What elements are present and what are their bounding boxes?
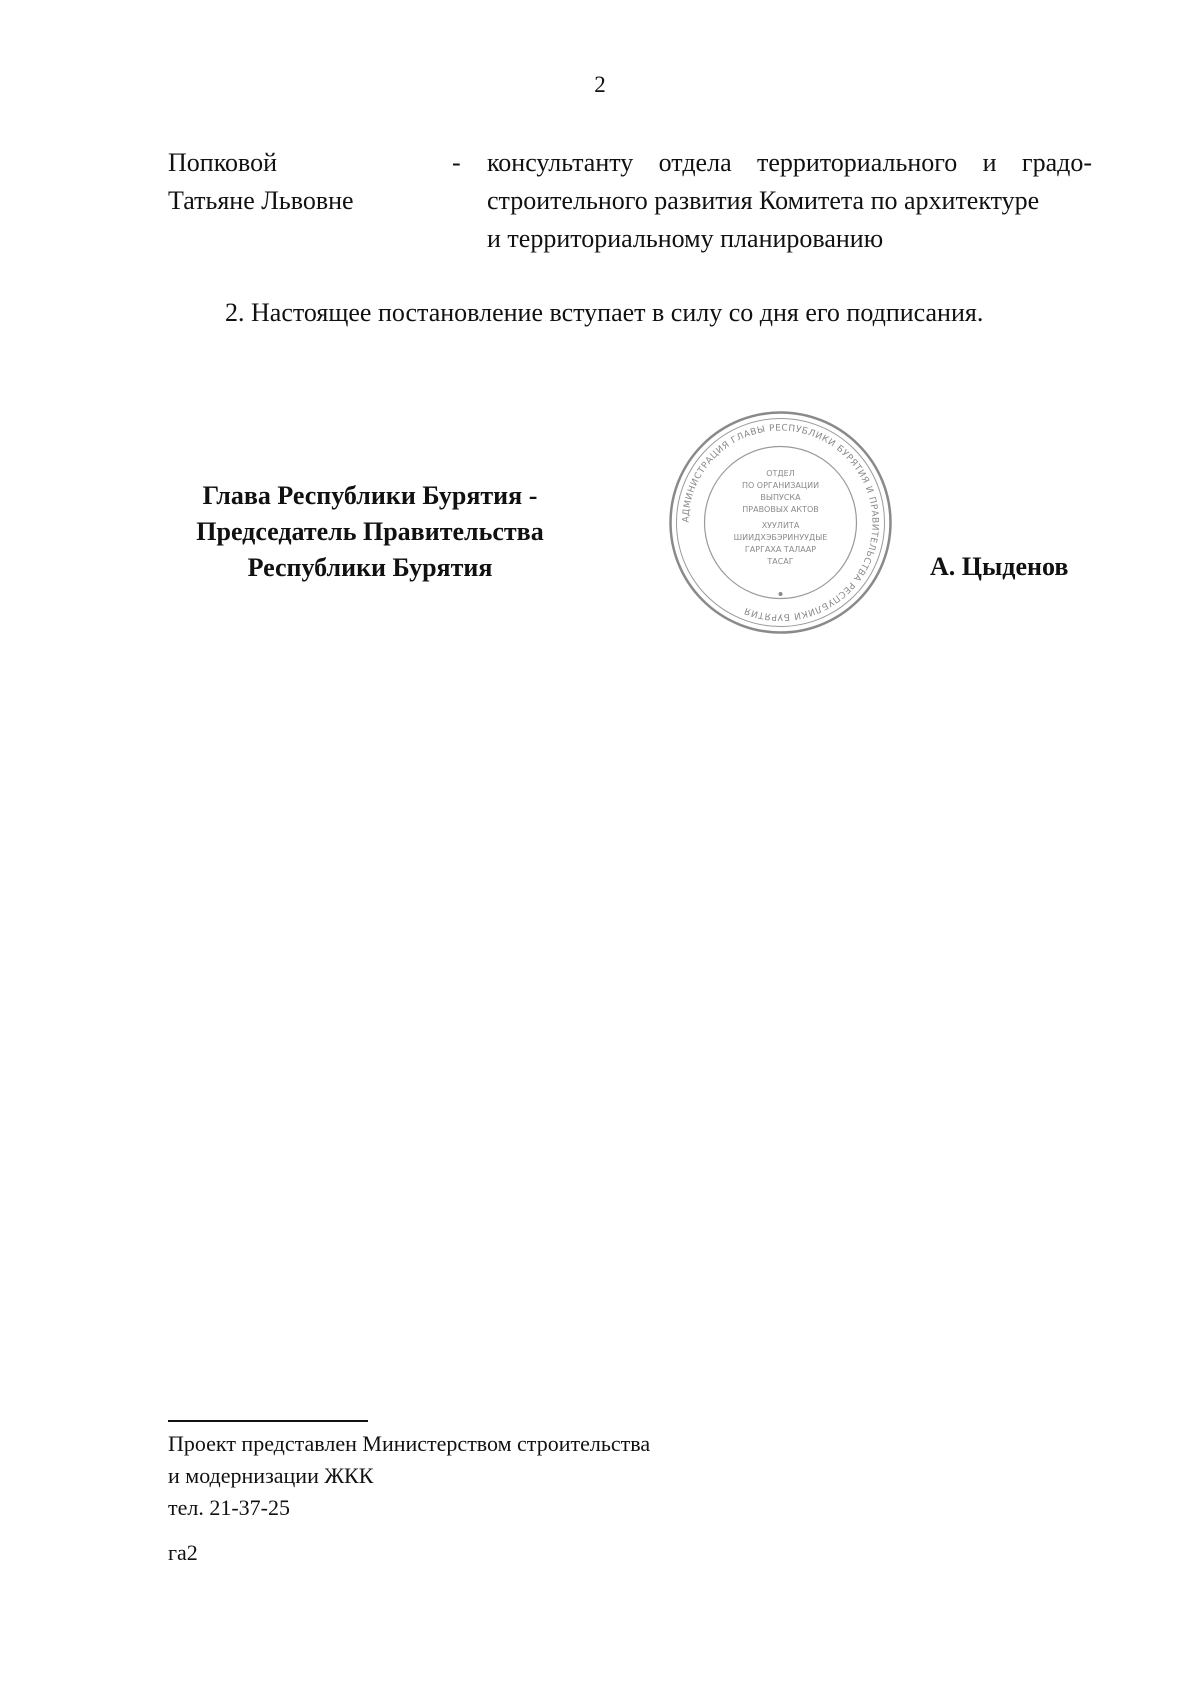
seal-center-text <box>734 469 828 566</box>
signatory-name: А. Цыденов <box>930 552 1069 581</box>
seal-line-8: ТАСАГ <box>767 557 794 566</box>
recipient-dash: - <box>452 148 461 177</box>
seal-line-6: ШИИДХЭБЭРИНУУДЫЕ <box>733 533 828 542</box>
page-number: 2 <box>594 72 606 97</box>
position-line-1: консультанту отдела территориального и градо- <box>487 148 1092 177</box>
footnote-line-1: Проект представлен Министерством строительства <box>168 1431 651 1456</box>
signatory-title <box>170 478 570 586</box>
position-line-2: строительного развития Комитета по архитектуре <box>487 186 1040 215</box>
recipient-position <box>487 144 1092 258</box>
seal-line-4: ПРАВОВЫХ АКТОВ <box>742 505 819 514</box>
seal-line-5: ХУУЛИТА <box>761 521 800 530</box>
footnote-line-2: и модернизации ЖКК <box>168 1463 374 1488</box>
signatory-title-line-1: Глава Республики Бурятия - <box>202 481 538 510</box>
seal-dot <box>779 592 783 596</box>
seal-line-7: ГАРГАХА ТАЛААР <box>744 545 817 554</box>
signatory-title-line-3: Республики Бурятия <box>247 553 493 582</box>
document-code: га2 <box>168 1540 198 1565</box>
signatory-title-line-2: Председатель Правительства <box>196 517 544 546</box>
recipient-given-names: Татьяне Львовне <box>168 186 354 215</box>
recipient-surname: Попковой <box>168 148 278 177</box>
item-2-paragraph: 2. Настоящее постановление вступает в силу со дня его подписания. <box>225 298 984 327</box>
footnote-divider <box>168 1420 368 1422</box>
recipient-name <box>168 144 354 220</box>
seal-line-1: ОТДЕЛ <box>766 469 795 478</box>
official-seal <box>668 410 893 635</box>
position-line-3: и территориальному планированию <box>487 224 884 253</box>
footnote-line-3: тел. 21-37-25 <box>168 1495 291 1520</box>
seal-line-3: ВЫПУСКА <box>760 493 801 502</box>
footnote <box>168 1428 650 1524</box>
seal-outer-text-path: АДМИНИСТРАЦИЯ ГЛАВЫ РЕСПУБЛИКИ БУРЯТИЯ И ПРАВИТЕЛЬСТВА РЕСПУБЛИКИ БУРЯТИЯ <box>681 423 880 622</box>
seal-line-2: ПО ОРГАНИЗАЦИИ <box>741 481 820 490</box>
